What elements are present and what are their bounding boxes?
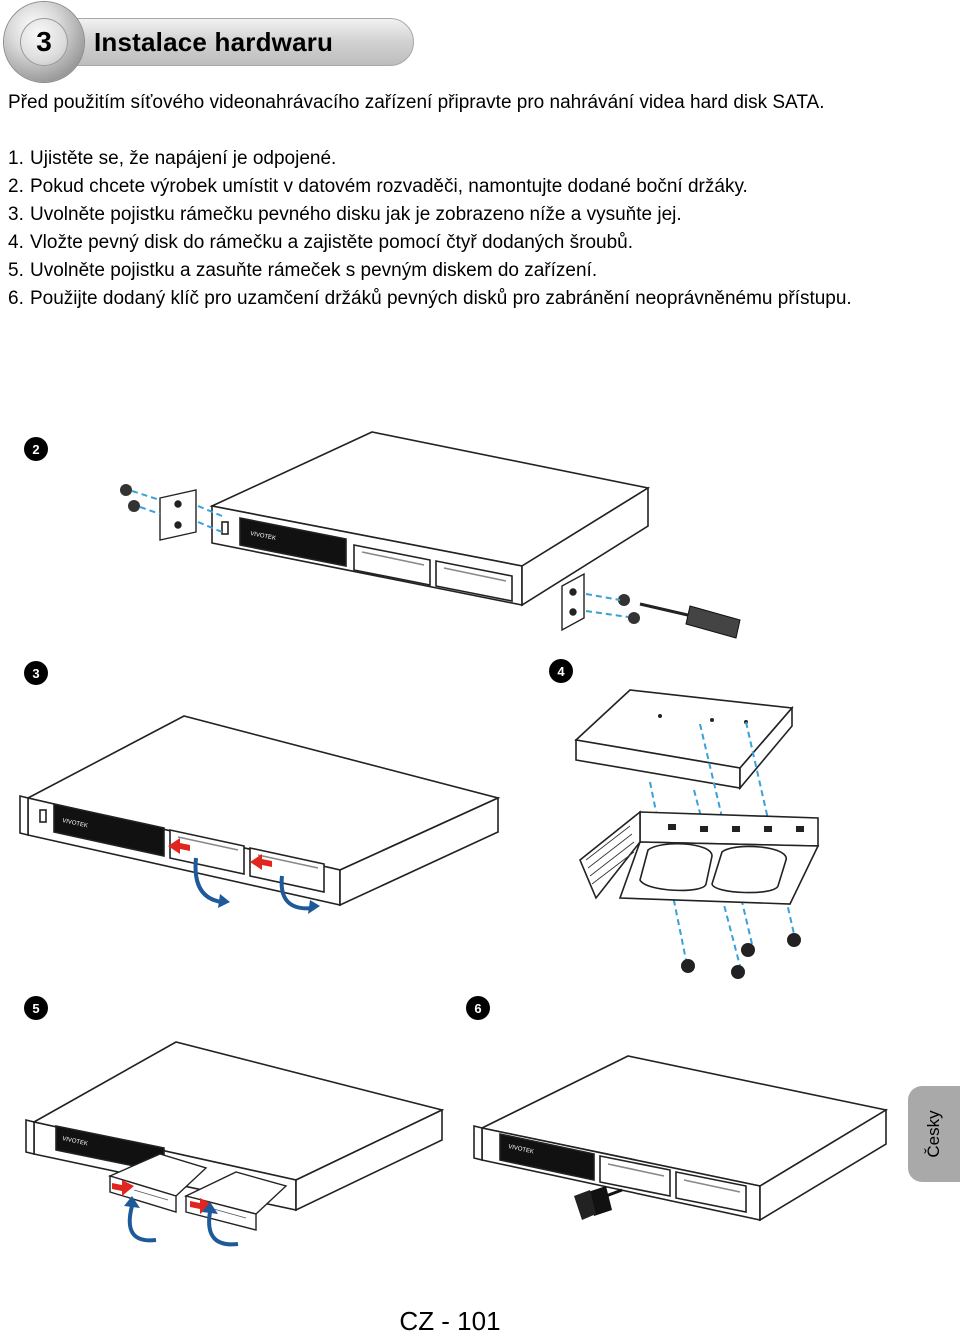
page-number: CZ - 101 — [399, 1306, 501, 1336]
chapter-number: 3 — [20, 18, 68, 66]
language-tab — [908, 1086, 960, 1182]
step-number: 2. — [8, 176, 24, 197]
figure-2-badge: 2 — [24, 437, 48, 461]
device-brand-label: VIVOTEK — [61, 1136, 89, 1148]
figure-5-badge: 5 — [24, 996, 48, 1020]
page-title: Instalace hardwaru — [94, 27, 334, 57]
step-text: Pokud chcete výrobek umístit v datovém rozvaděči, namontujte dodané boční držáky. — [30, 176, 748, 197]
figure-4-badge: 4 — [549, 659, 573, 683]
step-text: Uvolněte pojistku rámečku pevného disku jak je zobrazeno níže a vysuňte jej. — [30, 204, 682, 225]
lock-key-icon — [574, 1186, 622, 1220]
device-brand-label: VIVOTEK — [507, 1144, 535, 1156]
step-number: 3. — [8, 204, 24, 225]
step-number: 5. — [8, 260, 24, 281]
step-text: Uvolněte pojistku a zasuňte rámeček s pevným diskem do zařízení. — [30, 260, 598, 281]
figure-3-badge: 3 — [24, 661, 48, 685]
step-number: 4. — [8, 232, 24, 253]
step-text: Vložte pevný disk do rámečku a zajistěte pomocí čtyř dodaných šroubů. — [30, 232, 634, 253]
nvr-device-fig6 — [474, 1056, 886, 1220]
intro-text: Před použitím síťového videonahrávacího zařízení připravte pro nahrávání videa hard disk SATA. — [8, 92, 825, 113]
step-text: Ujistěte se, že napájení je odpojené. — [30, 148, 337, 169]
step-text: Použijte dodaný klíč pro uzamčení držáků pevných disků pro zabránění neoprávněnému přístupu. — [30, 288, 852, 309]
language-tab-label: Česky — [924, 1110, 943, 1158]
step-number: 6. — [8, 288, 24, 309]
step-number: 1. — [8, 148, 24, 169]
figure-6-badge: 6 — [466, 996, 490, 1020]
device-brand-label: VIVOTEK — [249, 531, 277, 542]
device-brand-label: VIVOTEK — [61, 818, 89, 830]
